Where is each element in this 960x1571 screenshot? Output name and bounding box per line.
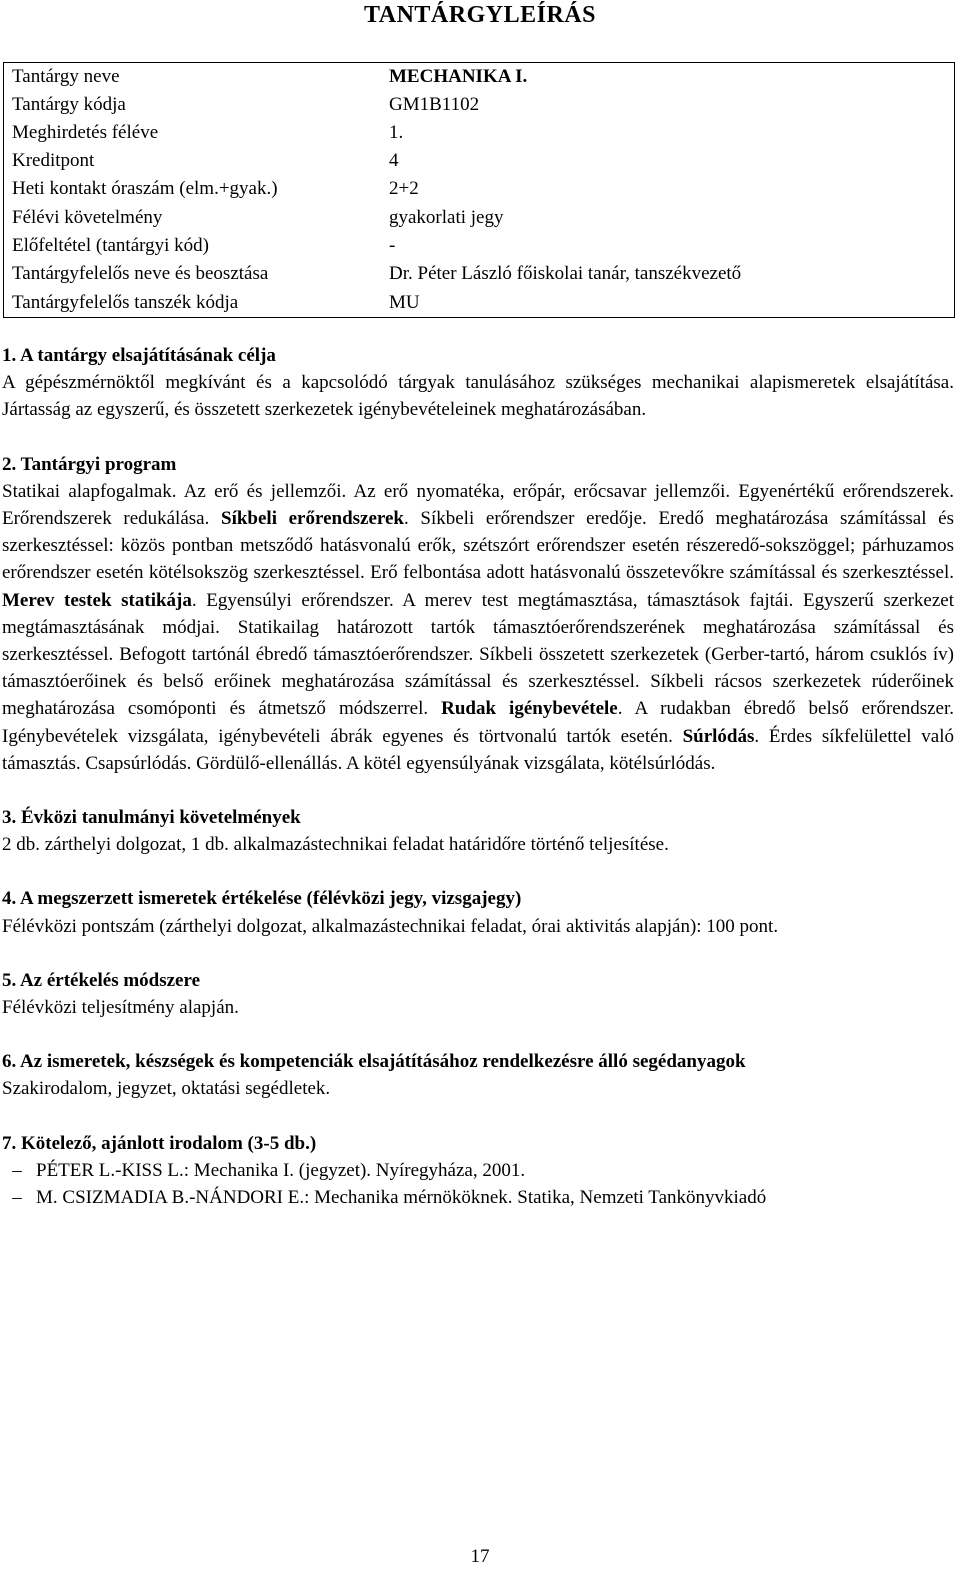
info-value: 2+2 [389,178,419,199]
section-method [2,967,954,1021]
literature-text: M. CSIZMADIA B.-NÁNDORI E.: Mechanika mérnököknek. Statika, Nemzeti Tankönyvkiadó [36,1187,767,1209]
course-info-table [3,62,955,318]
literature-item [2,1184,954,1211]
info-label: Tantárgyfelelős tanszék kódja [12,292,239,313]
info-label: Félévi követelmény [12,207,163,228]
info-value: Dr. Péter László főiskolai tanár, tanszékvezető [389,263,742,284]
section-heading: 4. A megszerzett ismeretek értékelése (félévközi jegy, vizsgajegy) [2,888,522,910]
section-heading: 1. A tantárgy elsajátításának célja [2,345,276,366]
section-heading: 3. Évközi tanulmányi követelmények [2,807,301,829]
section-program [2,451,954,777]
info-label: Kreditpont [12,150,95,171]
section-literature [2,1130,954,1212]
info-value: gyakorlati jegy [389,207,504,228]
info-value: 1. [389,122,404,143]
section-evaluation [2,885,954,939]
section-text: Szakirodalom, jegyzet, oktatási segédletek. [2,1078,331,1100]
section-heading: 5. Az értékelés módszere [2,969,201,991]
section-objective [2,342,954,424]
page-title: TANTÁRGYLEÍRÁS [364,2,596,28]
section-text: Félévközi pontszám (zárthelyi dolgozat, alkalmazástechnikai feladat, órai aktivitás alapján): 100 pont. [2,915,779,937]
section-text: Félévközi teljesítmény alapján. [2,997,239,1019]
info-value: GM1B1102 [389,94,480,115]
program-text: . Egyensúlyi erőrendszer. A merev test megtámasztása, támasztások fajtái. Egyszerű szerkezet megtámasztásának módjai. Statikailag határozott tartók támasztóerőrendszerének meghatározása számítással és szerkesztéssel. Befogott tartónál ébredő támasztóerőrendszer. Síkbeli összetett szerkezetek (Gerber-tartó, három csuklós ív) támasztóerőinek és belső erőinek meghatározása számítással és szerkesztéssel. Síkbeli rácsos szerkezetek rúderőinek meghatározása csomóponti és átmetsző módszerrel. [2,589,955,720]
info-label: Tantárgy kódja [12,94,126,115]
document-body [2,342,954,1238]
dash-bullet: – [12,1159,22,1181]
section-text: A gépészmérnöktől megkívánt és a kapcsolódó tárgyak tanulásához szükséges mechanikai alapismeretek elsajátítása. Jártasság az egyszerű, és összetett szerkezetek igénybevételeinek meghatározásában. [2,372,954,421]
section-text: 2 db. zárthelyi dolgozat, 1 db. alkalmazástechnikai feladat határidőre történő teljesítése. [2,834,669,856]
info-label: Meghirdetés féléve [12,122,159,143]
info-value: MU [389,292,420,313]
info-label: Tantárgy neve [12,66,120,87]
program-text: . Érdes síkfelülettel való támasztás. Csapsúrlódás. Gördülő-ellenállás. A kötél egyensúlyának vizsgálata, kötélsúrlódás. [2,725,954,774]
section-text [2,478,954,777]
program-bold-term: Rudak igénybevétele [441,698,618,720]
info-label: Tantárgyfelelős neve és beosztása [12,263,269,284]
info-value: 4 [389,150,399,171]
literature-text: PÉTER L.-KISS L.: Mechanika I. (jegyzet). Nyíregyháza, 2001. [36,1159,526,1181]
program-text: . A rudakban ébredő belső erőrendszer. Igénybevételek vizsgálata, igénybevételi ábrák egyenes és törtvonalú tartók esetén. [2,698,954,747]
page-number: 17 [470,1546,490,1567]
section-materials [2,1048,954,1102]
program-bold-term: Síkbeli erőrendszerek [221,508,404,530]
section-heading: 2. Tantárgyi program [2,453,177,475]
literature-item [2,1157,954,1184]
info-label: Heti kontakt óraszám (elm.+gyak.) [12,178,278,199]
program-bold-term: Súrlódás [682,725,755,747]
program-text: Statikai alapfogalmak. Az erő és jellemzői. Az erő nyomatéka, erőpár, erőcsavar jellemzői. Egyenértékű erőrendszerek. Erőrendszerek redukálása. [2,480,954,530]
program-bold-term: Merev testek statikája [2,589,192,611]
info-value: - [389,235,396,256]
info-label: Előfeltétel (tantárgyi kód) [12,235,209,256]
section-requirements [2,804,954,858]
info-value: MECHANIKA I. [389,66,528,87]
section-heading: 6. Az ismeretek, készségek és kompetenciák elsajátításához rendelkezésre álló segédanyagok [2,1051,746,1073]
program-text: . Síkbeli erőrendszer eredője. Eredő meghatározása számítással és szerkesztéssel: közös pontban metsződő hatásvonalú erők, szétszórt erőrendszer esetén részeredő-sokszöggel; párhuzamos erőrendszer esetén kötélsokszög szerkesztéssel. Erő felbontása adott hatásvonalú összetevőkre számítással és szerkesztéssel. [2,508,955,584]
section-heading: 7. Kötelező, ajánlott irodalom (3-5 db.) [2,1132,317,1154]
dash-bullet: – [12,1187,22,1209]
